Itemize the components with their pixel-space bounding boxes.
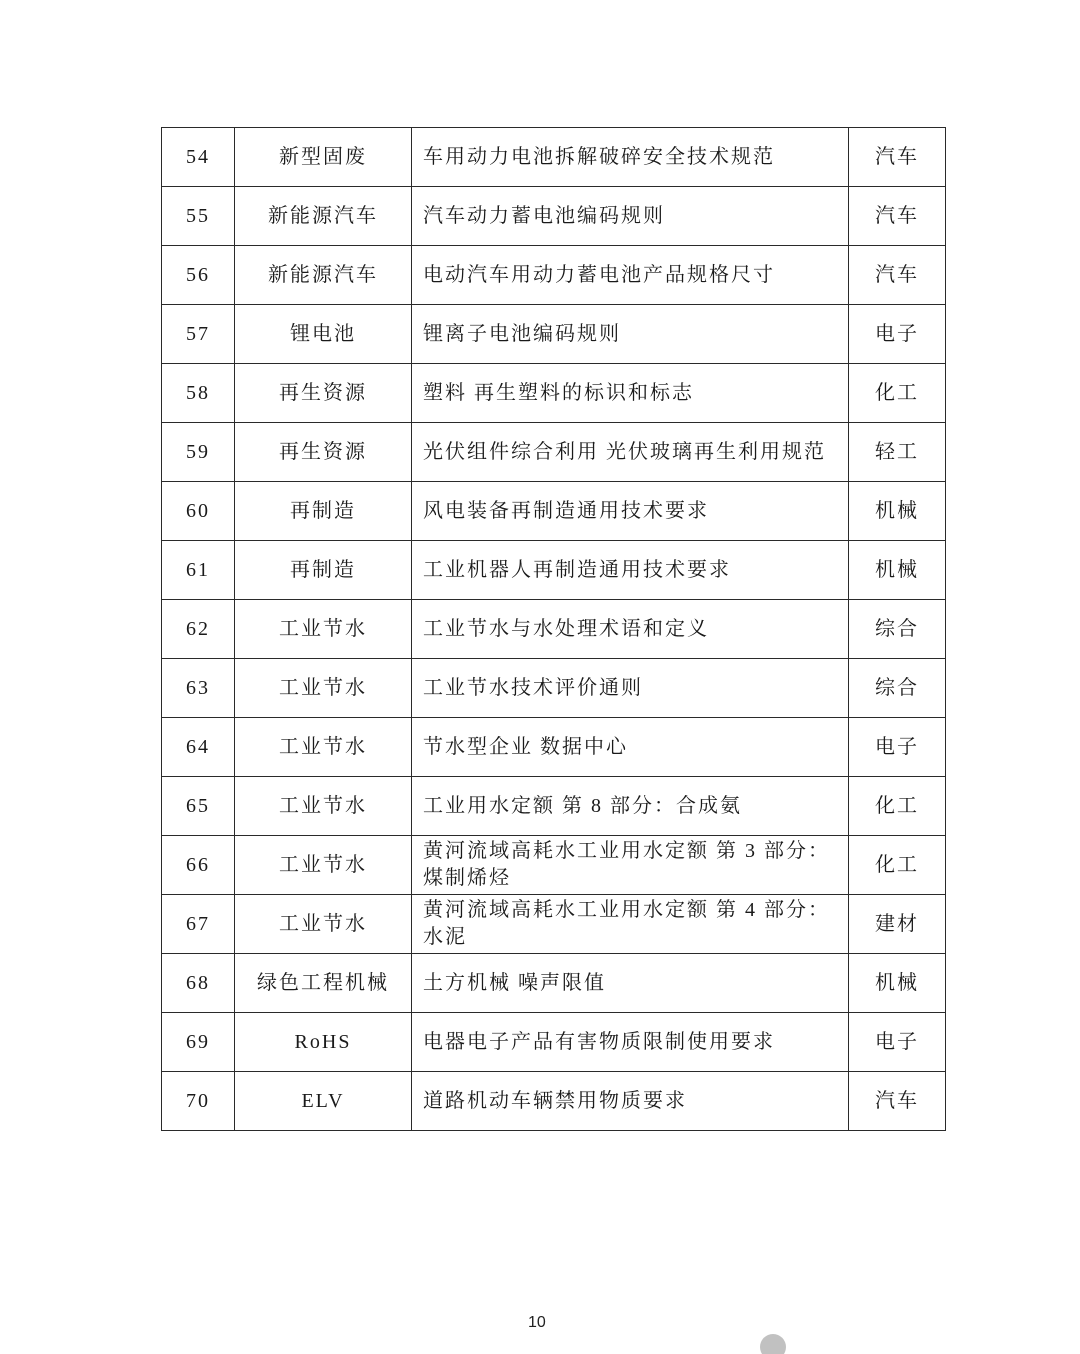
table-row <box>162 482 946 541</box>
table-row <box>162 305 946 364</box>
row-number: 54 <box>162 128 235 187</box>
row-industry: 电子 <box>849 718 946 777</box>
row-number: 64 <box>162 718 235 777</box>
row-field: 再生资源 <box>235 364 412 423</box>
table-row <box>162 423 946 482</box>
row-field: 工业节水 <box>235 718 412 777</box>
watermark-logo-icon <box>760 1334 786 1354</box>
row-number: 65 <box>162 777 235 836</box>
row-field: 工业节水 <box>235 895 412 954</box>
row-industry: 电子 <box>849 1013 946 1072</box>
row-field: 新能源汽车 <box>235 246 412 305</box>
table-row <box>162 364 946 423</box>
row-field: 再制造 <box>235 482 412 541</box>
row-field: RoHS <box>235 1013 412 1072</box>
row-standard-name: 光伏组件综合利用 光伏玻璃再生利用规范 <box>412 423 849 482</box>
row-industry: 化工 <box>849 836 946 895</box>
table-row <box>162 541 946 600</box>
row-standard-name: 土方机械 噪声限值 <box>412 954 849 1013</box>
watermark <box>760 1334 786 1354</box>
row-number: 69 <box>162 1013 235 1072</box>
row-number: 59 <box>162 423 235 482</box>
row-field: 再生资源 <box>235 423 412 482</box>
row-number: 66 <box>162 836 235 895</box>
row-field: ELV <box>235 1072 412 1131</box>
row-field: 锂电池 <box>235 305 412 364</box>
row-number: 60 <box>162 482 235 541</box>
row-number: 62 <box>162 600 235 659</box>
row-industry: 汽车 <box>849 246 946 305</box>
row-standard-name: 电动汽车用动力蓄电池产品规格尺寸 <box>412 246 849 305</box>
table-row <box>162 128 946 187</box>
table-row <box>162 1013 946 1072</box>
row-industry: 汽车 <box>849 128 946 187</box>
row-field: 工业节水 <box>235 777 412 836</box>
row-standard-name: 工业节水技术评价通则 <box>412 659 849 718</box>
row-number: 70 <box>162 1072 235 1131</box>
row-number: 57 <box>162 305 235 364</box>
row-standard-name: 工业机器人再制造通用技术要求 <box>412 541 849 600</box>
row-standard-name: 风电装备再制造通用技术要求 <box>412 482 849 541</box>
row-field: 绿色工程机械 <box>235 954 412 1013</box>
row-standard-name: 塑料 再生塑料的标识和标志 <box>412 364 849 423</box>
row-standard-name: 工业节水与水处理术语和定义 <box>412 600 849 659</box>
row-standard-name: 节水型企业 数据中心 <box>412 718 849 777</box>
row-field: 新型固废 <box>235 128 412 187</box>
row-industry: 化工 <box>849 364 946 423</box>
table-row <box>162 777 946 836</box>
row-industry: 汽车 <box>849 1072 946 1131</box>
row-number: 68 <box>162 954 235 1013</box>
row-industry: 汽车 <box>849 187 946 246</box>
page-number: 10 <box>528 1314 546 1331</box>
row-industry: 电子 <box>849 305 946 364</box>
row-number: 61 <box>162 541 235 600</box>
table-row <box>162 718 946 777</box>
table-row <box>162 895 946 954</box>
standards-table <box>161 127 946 1131</box>
row-number: 63 <box>162 659 235 718</box>
row-industry: 机械 <box>849 954 946 1013</box>
row-standard-name: 车用动力电池拆解破碎安全技术规范 <box>412 128 849 187</box>
table-row <box>162 836 946 895</box>
row-industry: 轻工 <box>849 423 946 482</box>
table-row <box>162 187 946 246</box>
row-field: 再制造 <box>235 541 412 600</box>
row-industry: 建材 <box>849 895 946 954</box>
table-row <box>162 1072 946 1131</box>
row-field: 新能源汽车 <box>235 187 412 246</box>
row-standard-name: 道路机动车辆禁用物质要求 <box>412 1072 849 1131</box>
table-row <box>162 246 946 305</box>
row-standard-name: 汽车动力蓄电池编码规则 <box>412 187 849 246</box>
row-standard-name: 锂离子电池编码规则 <box>412 305 849 364</box>
row-number: 67 <box>162 895 235 954</box>
row-number: 58 <box>162 364 235 423</box>
row-field: 工业节水 <box>235 659 412 718</box>
row-industry: 综合 <box>849 600 946 659</box>
row-field: 工业节水 <box>235 836 412 895</box>
row-standard-name: 黄河流域高耗水工业用水定额 第 3 部分：煤制烯烃 <box>412 836 849 895</box>
row-number: 56 <box>162 246 235 305</box>
row-field: 工业节水 <box>235 600 412 659</box>
row-standard-name: 黄河流域高耗水工业用水定额 第 4 部分：水泥 <box>412 895 849 954</box>
row-standard-name: 电器电子产品有害物质限制使用要求 <box>412 1013 849 1072</box>
table-row <box>162 600 946 659</box>
row-industry: 综合 <box>849 659 946 718</box>
row-industry: 化工 <box>849 777 946 836</box>
row-number: 55 <box>162 187 235 246</box>
row-industry: 机械 <box>849 482 946 541</box>
row-standard-name: 工业用水定额 第 8 部分：合成氨 <box>412 777 849 836</box>
table-row <box>162 659 946 718</box>
row-industry: 机械 <box>849 541 946 600</box>
table-row <box>162 954 946 1013</box>
